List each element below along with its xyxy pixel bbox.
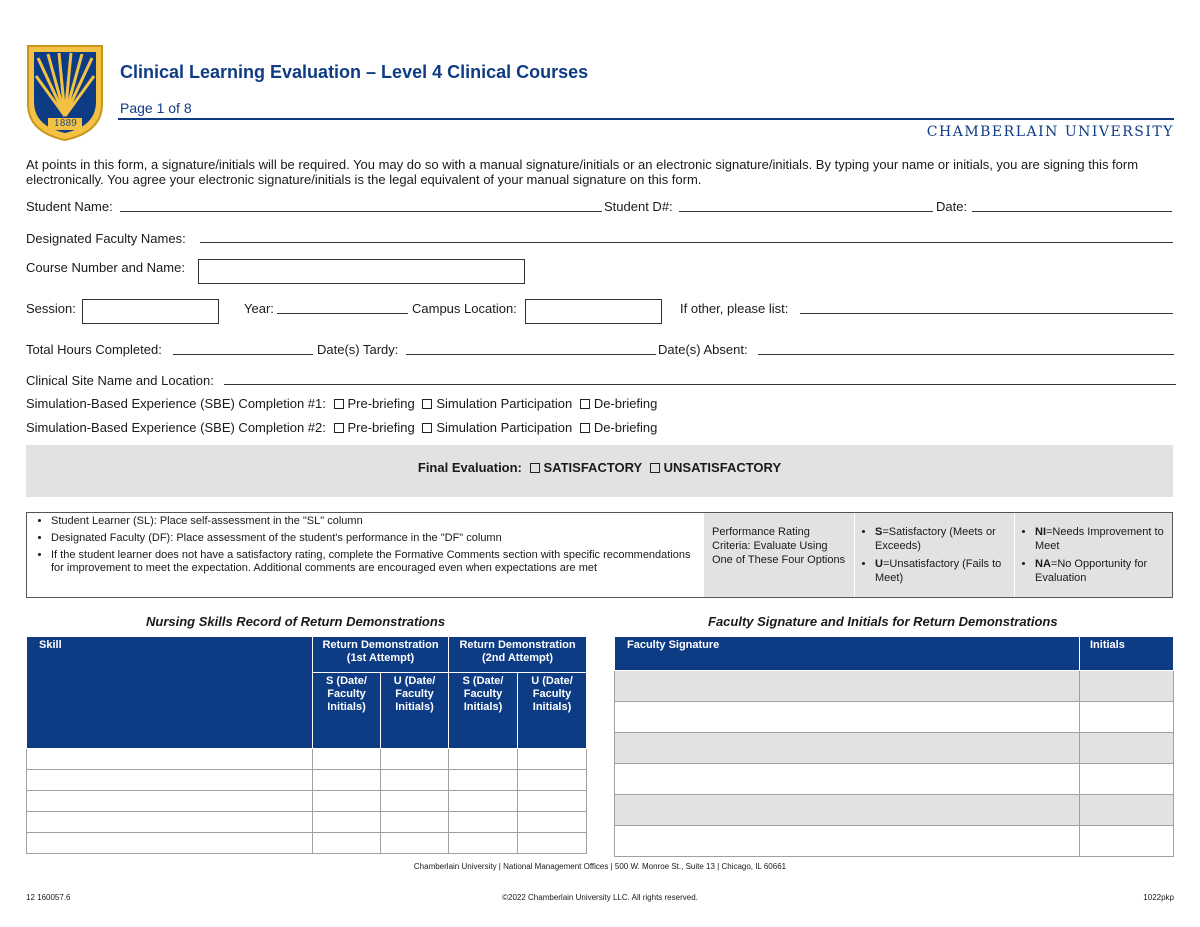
hours-label: Total Hours Completed:	[26, 342, 162, 357]
rating-na: • NA=No Opportunity for Evaluation	[1035, 557, 1164, 585]
rating-criteria	[704, 513, 1172, 597]
col-u-2: U (Date/ Faculty Initials)	[518, 673, 587, 749]
table-row	[27, 812, 587, 833]
absent-field[interactable]	[758, 341, 1174, 355]
sbe-row-2	[26, 420, 657, 435]
page-number: Page 1 of 8	[120, 100, 192, 116]
table-row	[615, 795, 1174, 826]
col-initials: Initials	[1080, 637, 1174, 671]
simulation-participation-2-checkbox[interactable]	[422, 423, 432, 433]
table-row	[615, 702, 1174, 733]
university-shield-logo	[26, 44, 104, 142]
satisfactory-checkbox[interactable]	[530, 463, 540, 473]
pre-briefing-1-label: Pre-briefing	[347, 396, 415, 411]
footer-doc-id: 12 160057.6	[26, 893, 71, 902]
instruction-item: • Student Learner (SL): Place self-assessment in the "SL" column	[51, 515, 698, 528]
course-input[interactable]	[198, 259, 525, 284]
table-row	[27, 791, 587, 812]
skills-table-heading: Nursing Skills Record of Return Demonstrations	[146, 614, 446, 629]
pre-briefing-2-label: Pre-briefing	[347, 420, 415, 435]
university-wordmark: CHAMBERLAIN UNIVERSITY	[926, 124, 1174, 140]
rating-ni: • NI=Needs Improvement to Meet	[1035, 525, 1164, 553]
footer-code: 1022pkp	[1143, 893, 1174, 902]
sbe-row-1-label: Simulation-Based Experience (SBE) Completion #1:	[26, 396, 326, 411]
col-s-1: S (Date/ Faculty Initials)	[313, 673, 381, 749]
footer-copyright: ©2022 Chamberlain University LLC. All rights reserved.	[502, 893, 698, 902]
criteria-instructions	[27, 513, 704, 597]
pre-briefing-1-checkbox[interactable]	[334, 399, 344, 409]
header-divider	[118, 118, 1174, 120]
table-row	[27, 770, 587, 791]
year-label: Year:	[244, 301, 274, 316]
rating-u: • U=Unsatisfactory (Fails to Meet)	[875, 557, 1006, 585]
date-field[interactable]	[972, 198, 1172, 212]
tardy-field[interactable]	[406, 341, 656, 355]
instruction-item: • Designated Faculty (DF): Place assessment of the student's performance in the "DF" column	[51, 532, 698, 545]
rating-s-u	[854, 513, 1014, 597]
session-input[interactable]	[82, 299, 219, 324]
table-row	[615, 826, 1174, 857]
unsatisfactory-checkbox[interactable]	[650, 463, 660, 473]
other-field[interactable]	[800, 300, 1173, 314]
table-row	[27, 749, 587, 770]
col-return-demo-2: Return Demonstration (2nd Attempt)	[449, 637, 587, 673]
student-name-field[interactable]	[120, 198, 602, 212]
simulation-participation-1-checkbox[interactable]	[422, 399, 432, 409]
col-skill: Skill	[27, 637, 313, 749]
site-label: Clinical Site Name and Location:	[26, 373, 214, 388]
final-evaluation-label: Final Evaluation:	[417, 460, 522, 475]
table-row	[615, 671, 1174, 702]
table-row	[615, 733, 1174, 764]
criteria-box	[26, 512, 1173, 598]
faculty-signature-table	[614, 636, 1174, 857]
col-faculty-signature: Faculty Signature	[615, 637, 1080, 671]
absent-label: Date(s) Absent:	[658, 342, 748, 357]
sbe-row-2-label: Simulation-Based Experience (SBE) Completion #2:	[26, 420, 326, 435]
page-title: Clinical Learning Evaluation – Level 4 Clinical Courses	[120, 62, 589, 82]
simulation-participation-2-label: Simulation Participation	[436, 420, 573, 435]
faculty-table-heading: Faculty Signature and Initials for Return Demonstrations	[708, 614, 1058, 629]
footer-address: Chamberlain University | National Management Offices | 500 W. Monroe St., Suite 13 | Chicago, IL 60661	[413, 862, 787, 871]
student-name-label: Student Name:	[26, 199, 113, 214]
student-id-label: Student D#:	[604, 199, 673, 214]
rating-s: • S=Satisfactory (Meets or Exceeds)	[875, 525, 1006, 553]
skills-table	[26, 636, 587, 854]
final-evaluation-band	[26, 445, 1173, 497]
pre-briefing-2-checkbox[interactable]	[334, 423, 344, 433]
date-label: Date:	[936, 199, 968, 214]
col-s-2: S (Date/ Faculty Initials)	[449, 673, 518, 749]
site-field[interactable]	[224, 371, 1176, 385]
de-briefing-1-checkbox[interactable]	[580, 399, 590, 409]
logo-year: 1889	[54, 119, 77, 129]
tardy-label: Date(s) Tardy:	[317, 342, 399, 357]
year-field[interactable]	[277, 300, 408, 314]
satisfactory-label: SATISFACTORY	[543, 460, 642, 475]
simulation-participation-1-label: Simulation Participation	[436, 396, 573, 411]
col-return-demo-1: Return Demonstration (1st Attempt)	[313, 637, 449, 673]
other-label: If other, please list:	[680, 301, 789, 316]
student-id-field[interactable]	[679, 198, 933, 212]
faculty-names-field[interactable]	[200, 229, 1173, 243]
de-briefing-2-label: De-briefing	[593, 420, 658, 435]
intro-text: At points in this form, a signature/initials will be required. You may do so with a manual signature/initials or an electronic signature/initials. By typing your name or initials, you are signing this form electronically. You agree your electronic signature/initials is the legal equivalent of your manual signature on this form.	[26, 157, 1139, 187]
table-row	[615, 764, 1174, 795]
sbe-row-1	[26, 396, 657, 411]
instruction-item: • If the student learner does not have a satisfactory rating, complete the Formative Comments section with specific recommendations for improvement to meet the expectation. Additional comments are encouraged even when expectations are met	[51, 549, 698, 575]
col-u-1: U (Date/ Faculty Initials)	[381, 673, 449, 749]
final-evaluation	[26, 460, 1173, 475]
de-briefing-2-checkbox[interactable]	[580, 423, 590, 433]
rating-ni-na	[1014, 513, 1172, 597]
unsatisfactory-label: UNSATISFACTORY	[663, 460, 782, 475]
de-briefing-1-label: De-briefing	[593, 396, 658, 411]
campus-input[interactable]	[525, 299, 662, 324]
table-row	[27, 833, 587, 854]
faculty-names-label: Designated Faculty Names:	[26, 231, 186, 246]
session-label: Session:	[26, 301, 76, 316]
course-label: Course Number and Name:	[26, 260, 185, 275]
rating-criteria-label: Performance Rating Criteria: Evaluate Using One of These Four Options	[712, 526, 846, 566]
campus-label: Campus Location:	[412, 301, 517, 316]
hours-field[interactable]	[173, 341, 313, 355]
